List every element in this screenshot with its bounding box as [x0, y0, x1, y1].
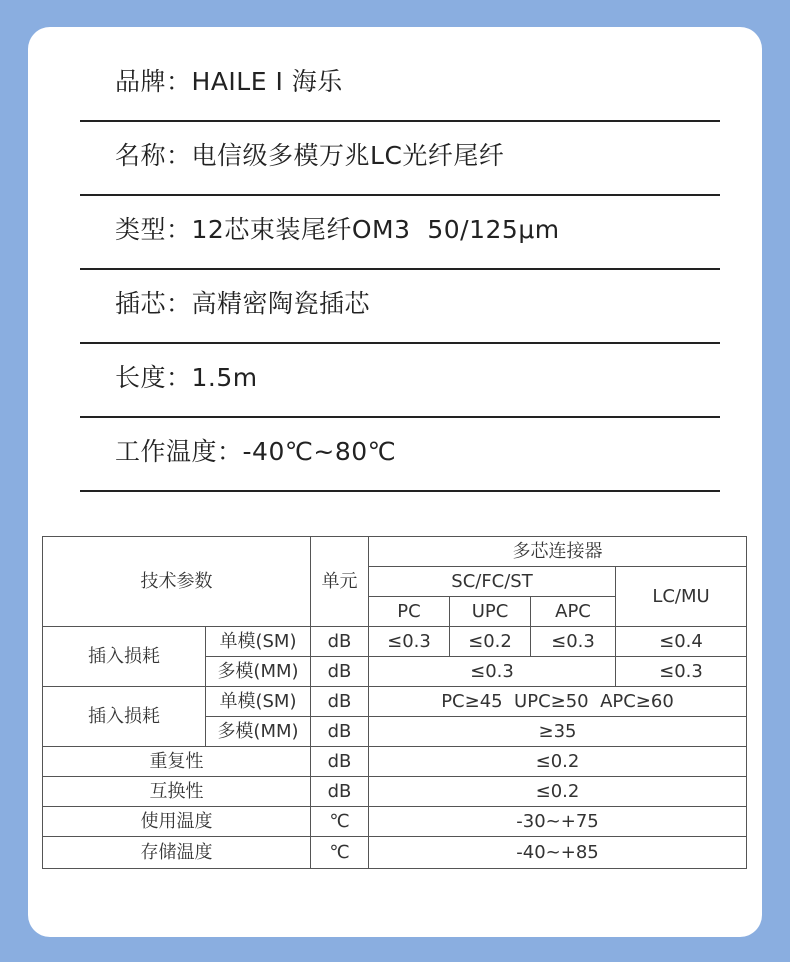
spec-label-name: 名称：: [115, 141, 192, 170]
il-sm-apc: ≤0.3: [531, 627, 616, 657]
spec-row-type: [80, 196, 720, 270]
interchangeability-value: ≤0.2: [369, 777, 747, 807]
repeatability-label: 重复性: [43, 747, 311, 777]
spec-value-temperature: -40℃~80℃: [242, 437, 397, 466]
il-sm-label: 单模(SM): [206, 627, 311, 657]
header-lc-mu: LC/MU: [616, 567, 747, 627]
storage-temp-value: -40~+85: [369, 837, 747, 869]
spec-label-type: 类型：: [115, 215, 192, 244]
operating-temp-label: 使用温度: [43, 807, 311, 837]
tech-params-table: [42, 536, 747, 869]
rl-mm-label: 多模(MM): [206, 717, 311, 747]
il-mm-sc: ≤0.3: [369, 657, 616, 687]
spec-value-ferrule: 高精密陶瓷插芯: [191, 289, 371, 318]
header-upc: UPC: [450, 597, 531, 627]
rl-mm-unit: dB: [311, 717, 369, 747]
spec-value-length: 1.5m: [191, 363, 258, 392]
il-mm-unit: dB: [311, 657, 369, 687]
header-unit: 单元: [311, 537, 369, 627]
row-label-return-loss: 插入损耗: [43, 687, 206, 747]
row-label-insertion-loss: 插入损耗: [43, 627, 206, 687]
rl-sm-unit: dB: [311, 687, 369, 717]
rl-sm-value: PC≥45 UPC≥50 APC≥60: [369, 687, 747, 717]
header-multi-connector: 多芯连接器: [369, 537, 747, 567]
spec-label-ferrule: 插芯：: [115, 289, 192, 318]
spec-value-brand: HAILE I 海乐: [191, 67, 343, 96]
header-sc-fc-st: SC/FC/ST: [369, 567, 616, 597]
spec-label-temperature: 工作温度：: [115, 437, 243, 466]
repeatability-value: ≤0.2: [369, 747, 747, 777]
spec-row-name: [80, 122, 720, 196]
il-mm-lc: ≤0.3: [616, 657, 747, 687]
interchangeability-label: 互换性: [43, 777, 311, 807]
spec-row-ferrule: [80, 270, 720, 344]
il-mm-label: 多模(MM): [206, 657, 311, 687]
storage-temp-label: 存储温度: [43, 837, 311, 869]
header-pc: PC: [369, 597, 450, 627]
il-sm-lc: ≤0.4: [616, 627, 747, 657]
operating-temp-unit: ℃: [311, 807, 369, 837]
rl-sm-label: 单模(SM): [206, 687, 311, 717]
storage-temp-unit: ℃: [311, 837, 369, 869]
header-param: 技术参数: [43, 537, 311, 627]
spec-row-temperature: [80, 418, 720, 492]
spec-label-brand: 品牌：: [115, 67, 192, 96]
spec-value-type: 12芯束装尾纤OM3 50/125μm: [191, 215, 560, 244]
il-sm-unit: dB: [311, 627, 369, 657]
interchangeability-unit: dB: [311, 777, 369, 807]
operating-temp-value: -30~+75: [369, 807, 747, 837]
spec-label-length: 长度：: [115, 363, 192, 392]
il-sm-pc: ≤0.3: [369, 627, 450, 657]
spec-row-brand: [80, 48, 720, 122]
spec-row-length: [80, 344, 720, 418]
il-sm-upc: ≤0.2: [450, 627, 531, 657]
spec-value-name: 电信级多模万兆LC光纤尾纤: [191, 141, 505, 170]
header-apc: APC: [531, 597, 616, 627]
rl-mm-value: ≥35: [369, 717, 747, 747]
repeatability-unit: dB: [311, 747, 369, 777]
